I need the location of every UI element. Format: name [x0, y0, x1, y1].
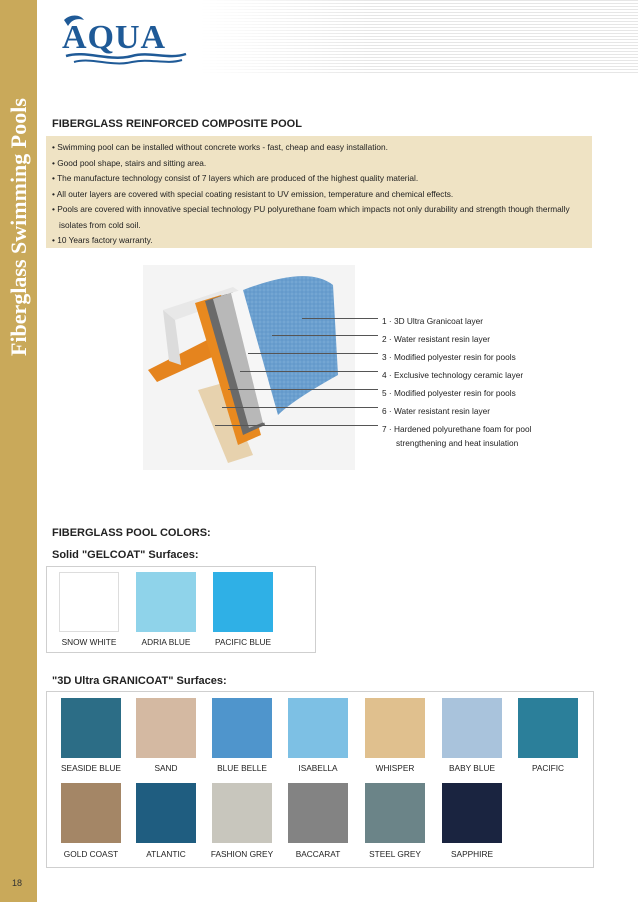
swatch-label: BABY BLUE: [449, 763, 495, 773]
granicoat-heading: "3D Ultra GRANICOAT" Surfaces:: [52, 675, 227, 687]
swatch-label: WHISPER: [375, 763, 415, 773]
layer-label: 6 · Water resistant resin layer: [382, 406, 491, 416]
swatch-label: SNOW WHITE: [61, 637, 117, 647]
swatch-sapphire: [442, 783, 502, 843]
swatch-steel-grey: [365, 783, 425, 843]
swatch-seaside-blue: [61, 698, 121, 758]
feature-item: • Pools are covered with innovative special technology PU polyurethane foam which impacts not only durability and strength though thermally isolates from cold soil.: [52, 202, 586, 233]
layer-label: 3 · Modified polyester resin for pools: [382, 352, 516, 362]
swatch-gold-coast: [61, 783, 121, 843]
swatch-pacific-blue: [213, 572, 273, 632]
swatch-blue-belle: [212, 698, 272, 758]
features-box: [46, 136, 592, 248]
swatch-baby-blue: [442, 698, 502, 758]
leader-line: [302, 318, 378, 319]
swatch-fashion-grey: [212, 783, 272, 843]
gelcoat-heading: Solid "GELCOAT" Surfaces:: [52, 549, 199, 561]
svg-text:AQUA: AQUA: [62, 19, 167, 56]
swatch-sand: [136, 698, 196, 758]
sidebar-band: [0, 0, 37, 902]
swatch-label: PACIFIC: [531, 763, 565, 773]
swatch-pacific: [518, 698, 578, 758]
swatch-label: SEASIDE BLUE: [61, 763, 121, 773]
leader-line: [240, 371, 378, 372]
swatch-label: SAND: [154, 763, 178, 773]
swatch-label: ATLANTIC: [146, 849, 186, 859]
swatch-isabella: [288, 698, 348, 758]
sidebar-title: Fiberglass Swimming Pools: [6, 98, 31, 356]
feature-item: • All outer layers are covered with special coating resistant to UV emission, temperature and chemical effects.: [52, 187, 586, 203]
layer-label: 4 · Exclusive technology ceramic layer: [382, 370, 524, 380]
section-heading-pool-colors: FIBERGLASS POOL COLORS:: [52, 527, 211, 539]
swatch-label: ADRIA BLUE: [141, 637, 191, 647]
swatch-label: STEEL GREY: [369, 849, 421, 859]
leader-line: [228, 389, 378, 390]
feature-item: • The manufacture technology consist of 7 layers which are produced of the highest quality material.: [52, 171, 586, 187]
layer-label: 1 · 3D Ultra Granicoat layer: [382, 316, 483, 326]
swatch-adria-blue: [136, 572, 196, 632]
swatch-label: GOLD COAST: [63, 849, 119, 859]
pool-wall-cross-section-illustration: [143, 265, 355, 470]
leader-line: [222, 407, 378, 408]
leader-line: [215, 425, 378, 426]
features-list: [46, 136, 592, 249]
header-stripes: [200, 0, 638, 75]
swatch-label: FASHION GREY: [210, 849, 274, 859]
swatch-snow-white: [59, 572, 119, 632]
layer-label: strengthening and heat insulation: [396, 438, 519, 448]
swatch-label: SAPPHIRE: [451, 849, 493, 859]
leader-line: [248, 353, 378, 354]
section-heading-composite-pool: FIBERGLASS REINFORCED COMPOSITE POOL: [52, 118, 302, 130]
swatch-label: ISABELLA: [298, 763, 338, 773]
feature-item: • Swimming pool can be installed without concrete works - fast, cheap and easy installation.: [52, 140, 586, 156]
feature-item: • Good pool shape, stairs and sitting area.: [52, 156, 586, 172]
layer-label: 5 · Modified polyester resin for pools: [382, 388, 516, 398]
swatch-whisper: [365, 698, 425, 758]
layer-label: 2 · Water resistant resin layer: [382, 334, 491, 344]
swatch-label: PACIFIC BLUE: [214, 637, 272, 647]
aqua-logo: [60, 12, 190, 68]
swatch-label: BACCARAT: [295, 849, 341, 859]
swatch-label: BLUE BELLE: [217, 763, 267, 773]
swatch-atlantic: [136, 783, 196, 843]
feature-item: • 10 Years factory warranty.: [52, 233, 586, 249]
leader-line: [272, 335, 378, 336]
layer-label: 7 · Hardened polyurethane foam for pool: [382, 424, 532, 434]
page-number: 18: [12, 878, 23, 888]
layer-legend: [382, 312, 531, 449]
swatch-baccarat: [288, 783, 348, 843]
